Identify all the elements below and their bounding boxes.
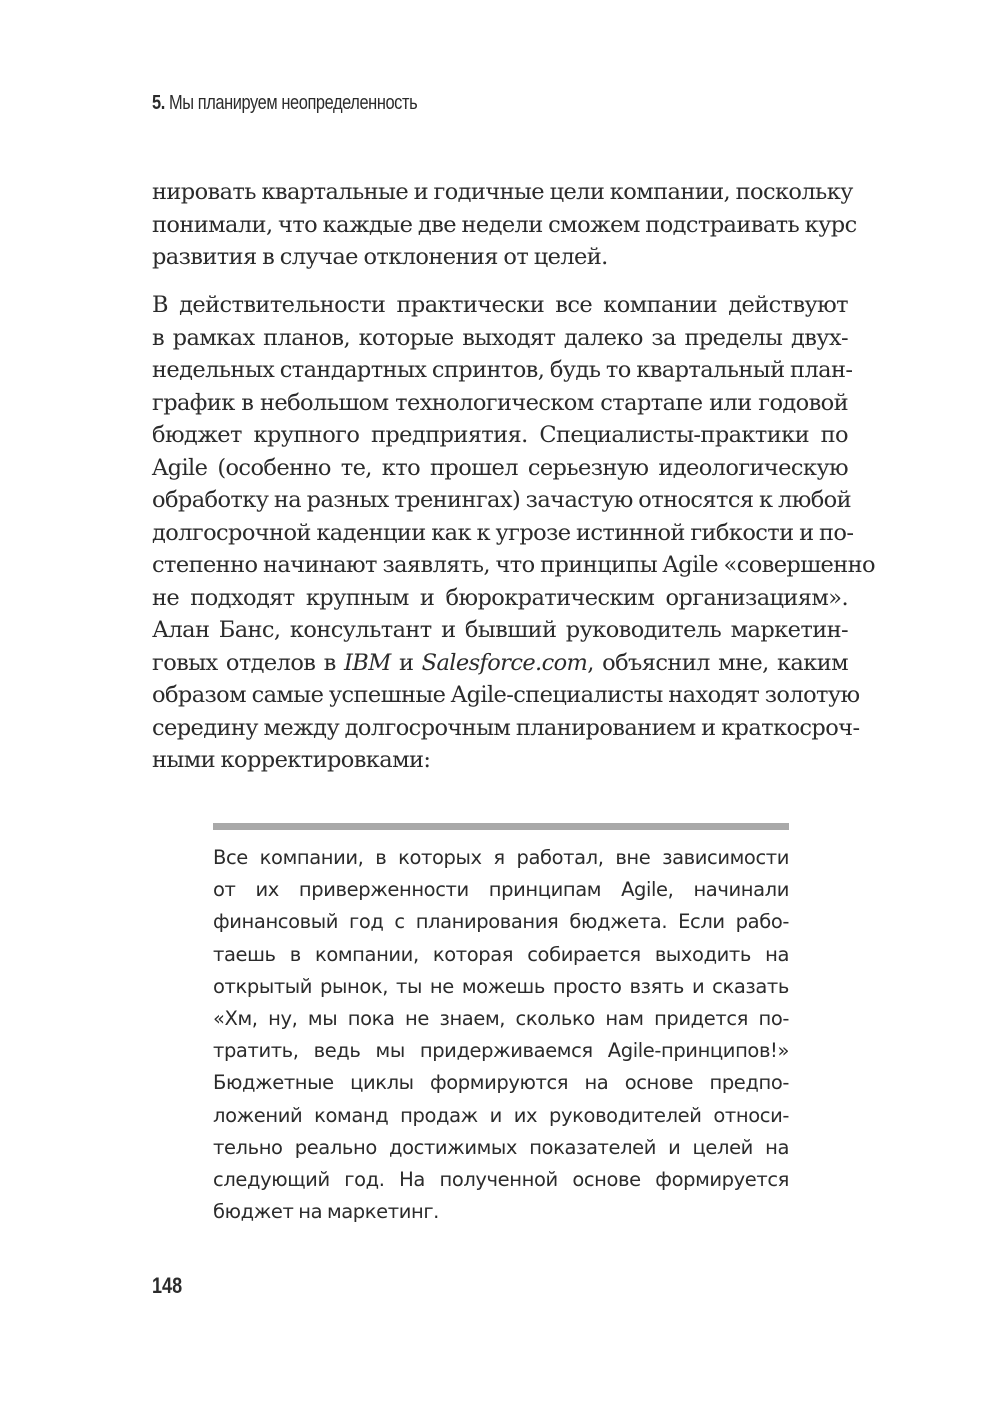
text-fragment: и	[390, 649, 422, 676]
quote-line: открытый рынок, ты не можешь просто взять и сказать	[213, 974, 789, 998]
text-line-with-companies	[152, 647, 848, 680]
text-line: Agile (особенно те, кто прошел серьезную идеологическую	[152, 454, 848, 481]
page-number: 148	[152, 1273, 183, 1298]
text-line: образом самые успешные Agile-специалисты находят золотую	[152, 682, 860, 708]
quote-line: тратить, ведь мы придерживаемся Agile-принципов!»	[213, 1039, 789, 1063]
text-line: бюджет крупного предприятия. Специалисты-практики по	[152, 422, 848, 448]
quote-line: бюджет на маркетинг.	[213, 1200, 439, 1224]
quote-line: от их приверженности принципам Agile, начинали	[213, 878, 789, 902]
text-line: Алан Банс, консультант и бывший руководитель маркетин-	[152, 617, 848, 643]
text-line: долгосрочной каденции как к угрозе истинной гибкости и по-	[152, 519, 854, 546]
chapter-title: Мы планируем неопределенность	[169, 92, 418, 114]
running-head	[152, 90, 417, 116]
block-quote	[213, 842, 789, 1228]
quote-line: следующий год. На полученной основе формируется	[213, 1167, 789, 1191]
quote-line: таешь в компании, которая собирается выходить на	[213, 942, 789, 966]
quote-line: ложений команд продаж и их руководителей относи-	[213, 1103, 789, 1127]
paragraph-1	[152, 176, 857, 274]
text-line: обработку на разных тренингах) зачастую относятся к любой	[152, 487, 851, 513]
text-line: середину между долгосрочным планированием и краткосроч-	[152, 714, 860, 741]
paragraph-2	[152, 289, 876, 777]
text-line: ными корректировками:	[152, 747, 431, 773]
company-name-salesforce: Salesforce.com	[421, 649, 588, 676]
text-line: понимали, что каждые две недели сможем подстраивать курс	[152, 211, 857, 238]
text-line: степенно начинают заявлять, что принципы Agile «совершенно	[152, 552, 876, 578]
text-line: недельных стандартных спринтов, будь то квартальный план-	[152, 357, 853, 383]
quote-line: «Хм, ну, мы пока не знаем, сколько нам придется по-	[213, 1006, 789, 1030]
text-line: график в небольшом технологическом стартапе или годовой	[152, 389, 848, 416]
text-line: в рамках планов, которые выходят далеко за пределы двух-	[152, 324, 848, 351]
quote-line: Все компании, в которых я работал, вне зависимости	[213, 846, 789, 869]
text-fragment: говых отделов в	[152, 649, 344, 676]
quote-line: тельно реально достижимых показателей и целей на	[213, 1135, 789, 1159]
text-line: нировать квартальные и годичные цели компании, поскольку	[152, 179, 853, 205]
text-fragment: , объяснил мне, каким	[587, 649, 848, 676]
quote-line: финансовый год с планирования бюджета. Если рабо-	[213, 910, 789, 934]
text-line: развития в случае отклонения от целей.	[152, 244, 608, 270]
text-line: не подходят крупным и бюрократическим организациям».	[152, 584, 848, 611]
quote-divider	[213, 823, 789, 830]
text-line: В действительности практически все компании действуют	[152, 292, 848, 318]
quote-line: Бюджетные циклы формируются на основе предпо-	[213, 1071, 789, 1095]
company-name-ibm: IBM	[343, 649, 391, 676]
chapter-number: 5.	[152, 92, 165, 114]
